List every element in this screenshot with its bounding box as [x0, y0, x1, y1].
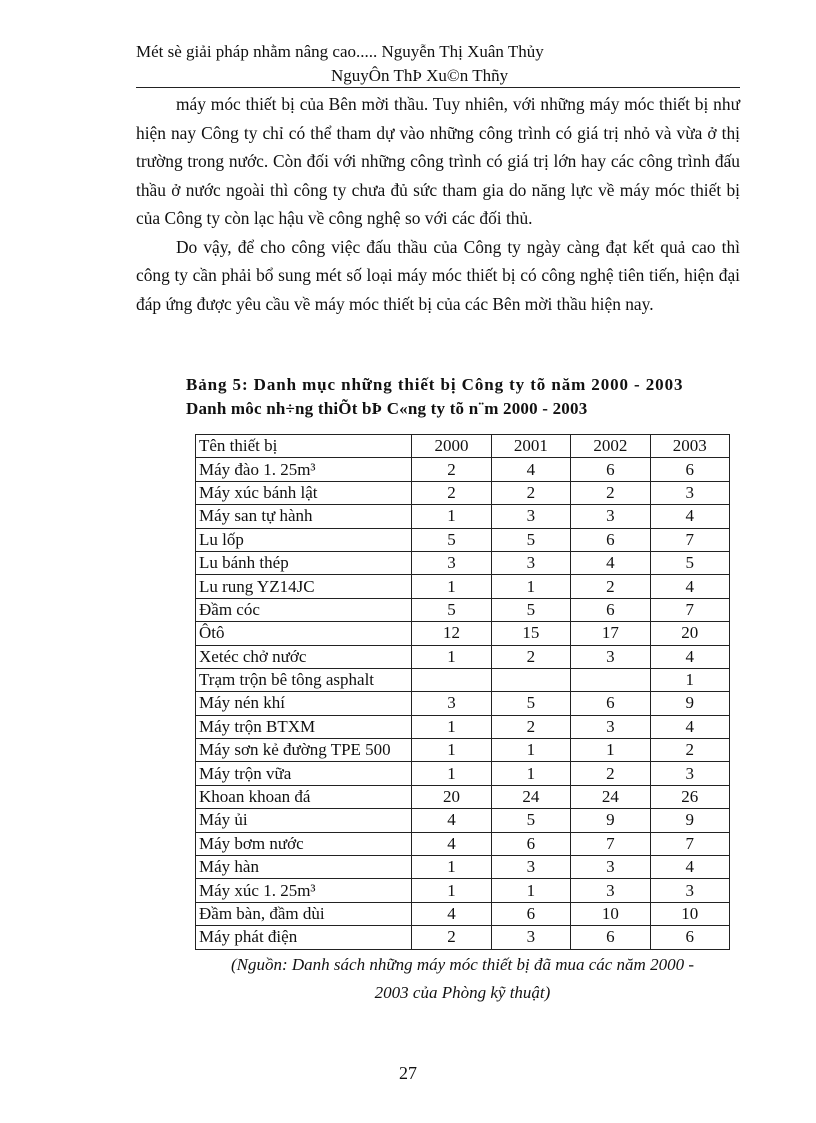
count-cell — [412, 668, 491, 691]
table-row — [196, 902, 730, 925]
count-cell: 1 — [571, 739, 650, 762]
table-row — [196, 762, 730, 785]
equipment-name-cell: Máy nén khí — [196, 692, 412, 715]
equipment-name-cell: Máy phát điện — [196, 926, 412, 949]
count-cell: 4 — [650, 645, 729, 668]
table-row — [196, 598, 730, 621]
count-cell: 9 — [650, 692, 729, 715]
count-cell: 15 — [491, 622, 570, 645]
count-cell: 3 — [571, 645, 650, 668]
count-cell: 2 — [491, 645, 570, 668]
count-cell: 2 — [491, 715, 570, 738]
equipment-name-cell: Máy xúc bánh lật — [196, 481, 412, 504]
count-cell: 26 — [650, 785, 729, 808]
count-cell: 1 — [412, 505, 491, 528]
count-cell: 1 — [412, 879, 491, 902]
count-cell: 7 — [650, 832, 729, 855]
count-cell: 1 — [491, 575, 570, 598]
table-row — [196, 692, 730, 715]
table-row — [196, 785, 730, 808]
count-cell: 17 — [571, 622, 650, 645]
count-cell: 1 — [412, 645, 491, 668]
table-row — [196, 622, 730, 645]
count-cell: 6 — [491, 832, 570, 855]
count-cell: 7 — [571, 832, 650, 855]
count-cell: 3 — [650, 879, 729, 902]
count-cell: 6 — [491, 902, 570, 925]
equipment-name-cell: Máy xúc 1. 25m³ — [196, 879, 412, 902]
equipment-name-cell: Máy sơn kẻ đường TPE 500 — [196, 739, 412, 762]
caption-line: Danh môc nh÷ng thiÕt bÞ C«ng ty tõ n¨m 2000 - 2003 — [186, 399, 588, 418]
paragraph: máy móc thiết bị của Bên mời thầu. Tuy nhiên, với những máy móc thiết bị như hiện nay Công ty chỉ có thể tham dự vào những công trình có giá trị nhỏ và vừa ở thị trường trong nước. Còn đối với những công trình có giá trị lớn hay các công trình đấu thầu ở nước ngoài thì công ty chưa đủ sức tham gia do năng lực về máy móc thiết bị của Công ty còn lạc hậu về công nghệ so với các đối thủ. — [136, 94, 740, 228]
caption-line: Bảng 5: Danh mục những thiết bị Công ty tõ năm 2000 - 2003 — [186, 375, 684, 394]
table-row — [196, 645, 730, 668]
count-cell: 20 — [412, 785, 491, 808]
count-cell: 1 — [412, 739, 491, 762]
page-number: 27 — [399, 1063, 417, 1083]
count-cell: 3 — [571, 856, 650, 879]
table-row — [196, 458, 730, 481]
table-caption — [186, 373, 740, 421]
equipment-name-cell: Trạm trộn bê tông asphalt — [196, 668, 412, 691]
equipment-name-cell: Ôtô — [196, 622, 412, 645]
count-cell: 9 — [571, 809, 650, 832]
equipment-name-cell: Máy san tự hành — [196, 505, 412, 528]
paragraph: Do vậy, để cho công việc đấu thầu của Công ty ngày càng đạt kết quả cao thì công ty cần phải bổ sung mét số loại máy móc thiết bị có công nghệ tiên tiến, hiện đại đáp ứng được yêu cầu về máy móc thiết bị của các Bên mời thầu hiện nay. — [136, 236, 740, 314]
count-cell: 3 — [491, 856, 570, 879]
count-cell: 2000 — [412, 435, 491, 458]
count-cell: 5 — [412, 598, 491, 621]
count-cell: 3 — [491, 926, 570, 949]
count-cell: 4 — [650, 505, 729, 528]
count-cell: 6 — [571, 692, 650, 715]
source-line: (Nguồn: Danh sách những máy móc thiết bị đã mua các năm 2000 - — [230, 955, 694, 974]
count-cell: 2002 — [571, 435, 650, 458]
count-cell: 4 — [412, 902, 491, 925]
count-cell: 6 — [571, 598, 650, 621]
count-cell: 1 — [412, 575, 491, 598]
count-cell: 2 — [571, 575, 650, 598]
count-cell: 10 — [571, 902, 650, 925]
count-cell: 1 — [491, 739, 570, 762]
count-cell: 24 — [571, 785, 650, 808]
count-cell — [491, 668, 570, 691]
count-cell — [571, 668, 650, 691]
count-cell: 3 — [412, 692, 491, 715]
count-cell: 6 — [571, 458, 650, 481]
table-row — [196, 505, 730, 528]
count-cell: 5 — [491, 598, 570, 621]
source-line: 2003 của Phòng kỹ thuật) — [374, 983, 551, 1002]
count-cell: 7 — [650, 598, 729, 621]
count-cell: 4 — [650, 575, 729, 598]
table-row — [196, 668, 730, 691]
page-header — [136, 40, 740, 88]
count-cell: 6 — [650, 458, 729, 481]
count-cell: 4 — [491, 458, 570, 481]
count-cell: 4 — [650, 856, 729, 879]
equipment-name-cell: Máy ủi — [196, 809, 412, 832]
count-cell: 10 — [650, 902, 729, 925]
table-row — [196, 926, 730, 949]
table-header-row — [196, 435, 730, 458]
table-row — [196, 832, 730, 855]
table-row — [196, 528, 730, 551]
count-cell: 5 — [650, 551, 729, 574]
count-cell: 6 — [571, 926, 650, 949]
body-text — [136, 90, 740, 318]
count-cell: 9 — [650, 809, 729, 832]
count-cell: 2 — [650, 739, 729, 762]
count-cell: 3 — [412, 551, 491, 574]
count-cell: 20 — [650, 622, 729, 645]
equipment-name-cell: Tên thiết bị — [196, 435, 412, 458]
table-row — [196, 551, 730, 574]
table-row — [196, 856, 730, 879]
count-cell: 1 — [491, 879, 570, 902]
table-row — [196, 575, 730, 598]
count-cell: 2 — [412, 926, 491, 949]
table-row — [196, 809, 730, 832]
count-cell: 3 — [650, 481, 729, 504]
count-cell: 3 — [650, 762, 729, 785]
equipment-name-cell: Máy đào 1. 25m³ — [196, 458, 412, 481]
equipment-name-cell: Máy trộn BTXM — [196, 715, 412, 738]
count-cell: 1 — [412, 715, 491, 738]
count-cell: 4 — [412, 809, 491, 832]
table-row — [196, 715, 730, 738]
count-cell: 4 — [571, 551, 650, 574]
count-cell: 6 — [650, 926, 729, 949]
table-row — [196, 739, 730, 762]
count-cell: 3 — [491, 505, 570, 528]
equipment-name-cell: Đầm cóc — [196, 598, 412, 621]
equipment-name-cell: Khoan khoan đá — [196, 785, 412, 808]
count-cell: 12 — [412, 622, 491, 645]
count-cell: 1 — [412, 856, 491, 879]
equipment-name-cell: Lu lốp — [196, 528, 412, 551]
count-cell: 3 — [571, 505, 650, 528]
count-cell: 1 — [412, 762, 491, 785]
count-cell: 5 — [491, 809, 570, 832]
count-cell: 2001 — [491, 435, 570, 458]
count-cell: 5 — [412, 528, 491, 551]
equipment-name-cell: Máy trộn vữa — [196, 762, 412, 785]
count-cell: 2 — [412, 481, 491, 504]
header-title: Mét sè giải pháp nhằm nâng cao..... Nguyễn Thị Xuân Thủy — [136, 42, 544, 61]
count-cell: 2 — [571, 481, 650, 504]
count-cell: 3 — [571, 715, 650, 738]
equipment-name-cell: Xetéc chở nước — [196, 645, 412, 668]
count-cell: 6 — [571, 528, 650, 551]
equipment-table — [195, 434, 730, 950]
count-cell: 2 — [571, 762, 650, 785]
count-cell: 4 — [650, 715, 729, 738]
equipment-name-cell: Lu bánh thép — [196, 551, 412, 574]
table-source — [195, 951, 730, 1007]
table-row — [196, 481, 730, 504]
count-cell: 5 — [491, 692, 570, 715]
count-cell: 3 — [571, 879, 650, 902]
equipment-name-cell: Đầm bàn, đầm dùi — [196, 902, 412, 925]
equipment-name-cell: Máy bơm nước — [196, 832, 412, 855]
count-cell: 3 — [491, 551, 570, 574]
count-cell: 1 — [650, 668, 729, 691]
count-cell: 2003 — [650, 435, 729, 458]
count-cell: 24 — [491, 785, 570, 808]
header-rule — [136, 87, 740, 88]
count-cell: 7 — [650, 528, 729, 551]
count-cell: 5 — [491, 528, 570, 551]
count-cell: 2 — [412, 458, 491, 481]
count-cell: 1 — [491, 762, 570, 785]
count-cell: 4 — [412, 832, 491, 855]
header-author: NguyÔn ThÞ Xu©n Thñy — [331, 66, 509, 85]
equipment-name-cell: Máy hàn — [196, 856, 412, 879]
table-row — [196, 879, 730, 902]
equipment-name-cell: Lu rung YZ14JC — [196, 575, 412, 598]
count-cell: 2 — [491, 481, 570, 504]
